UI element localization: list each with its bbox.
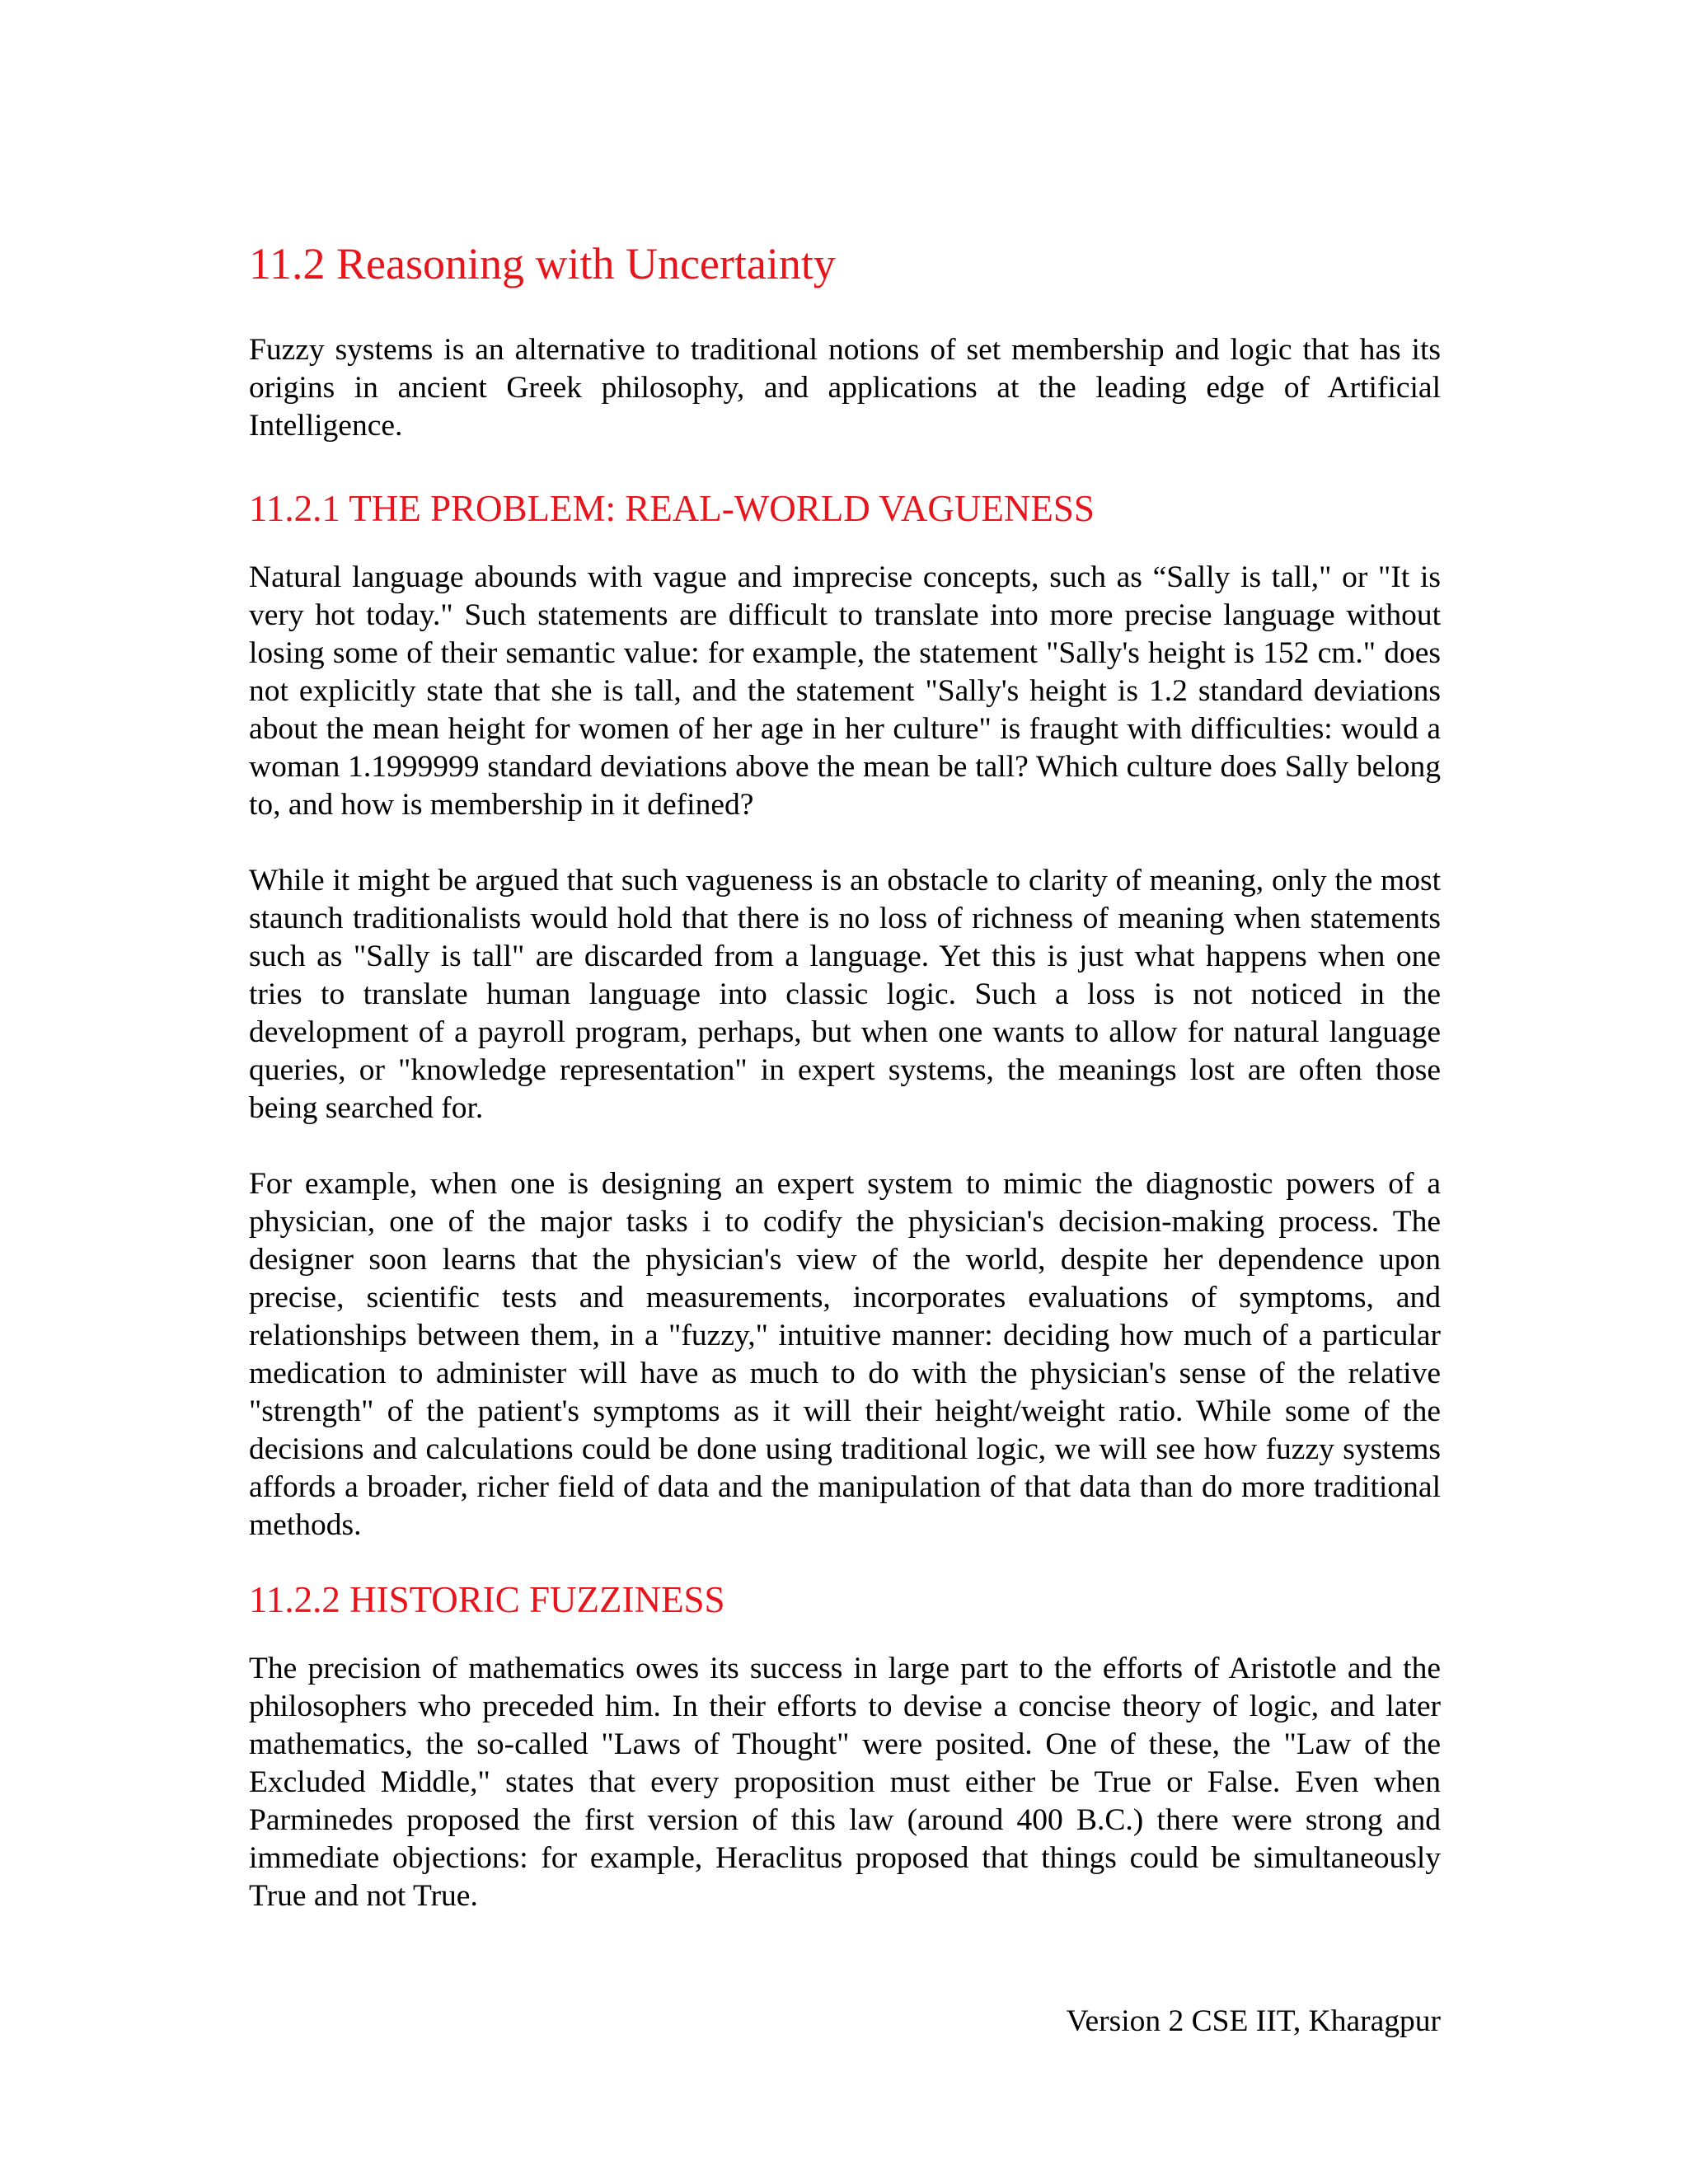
page-footer: Version 2 CSE IIT, Kharagpur (1066, 2004, 1441, 2038)
paragraph-vagueness-1: Natural language abounds with vague and imprecise concepts, such as “Sally is tall," or "It is very hot today." Such statements are difficult to translate into more precise language without losing some of their semantic value: for example, the statement "Sally's height is 152 cm." does not explicitly state that she is tall, and the statement "Sally's height is 1.2 standard deviations about the mean height for women of her age in her culture" is fraught with difficulties: would a woman 1.1999999 standard deviations above the mean be tall? Which culture does Sally belong to, and how is membership in it defined? (249, 560, 1441, 822)
subsection-title-vagueness: 11.2.1 THE PROBLEM: REAL-WORLD VAGUENESS (249, 488, 1095, 529)
paragraph-historic-1: The precision of mathematics owes its success in large part to the efforts of Aristotle and the philosophers who preceded him. In their efforts to devise a concise theory of logic, and later mathematics, the so-called "Laws of Thought" were posited. One of these, the "Law of the Excluded Middle," states that every proposition must either be True or False. Even when Parminedes proposed the first version of this law (around 400 B.C.) there were strong and immediate objections: for example, Heraclitus proposed that things could be simultaneously True and not True. (249, 1652, 1441, 1913)
paragraph-vagueness-2: While it might be argued that such vagueness is an obstacle to clarity of meaning, only the most staunch traditionalists would hold that there is no loss of richness of meaning when statements such as "Sally is tall" are discarded from a language. Yet this is just what happens when one tries to translate human language into classic logic. Such a loss is not noticed in the development of a payroll program, perhaps, but when one wants to allow for natural language queries, or "knowledge representation" in expert systems, the meanings lost are often those being searched for. (249, 864, 1441, 1125)
paragraph-vagueness-3: For example, when one is designing an expert system to mimic the diagnostic powers of a physician, one of the major tasks i to codify the physician's decision-making process. The designer soon learns that the physician's view of the world, despite her dependence upon precise, scientific tests and measurements, incorporates evaluations of symptoms, and relationships between them, in a "fuzzy," intuitive manner: deciding how much of a particular medication to administer will have as much to do with the physician's sense of the relative "strength" of the patient's symptoms as it will their height/weight ratio. While some of the decisions and calculations could be done using traditional logic, we will see how fuzzy systems affords a broader, richer field of data and the manipulation of that data than do more traditional methods. (249, 1167, 1441, 1542)
section-title: 11.2 Reasoning with Uncertainty (249, 239, 836, 288)
subsection-title-historic: 11.2.2 HISTORIC FUZZINESS (249, 1579, 725, 1620)
intro-paragraph: Fuzzy systems is an alternative to traditional notions of set membership and logic that has its origins in ancient Greek philosophy, and applications at the leading edge of Artificial Intelligence. (249, 333, 1441, 443)
document-page (249, 235, 1441, 1915)
